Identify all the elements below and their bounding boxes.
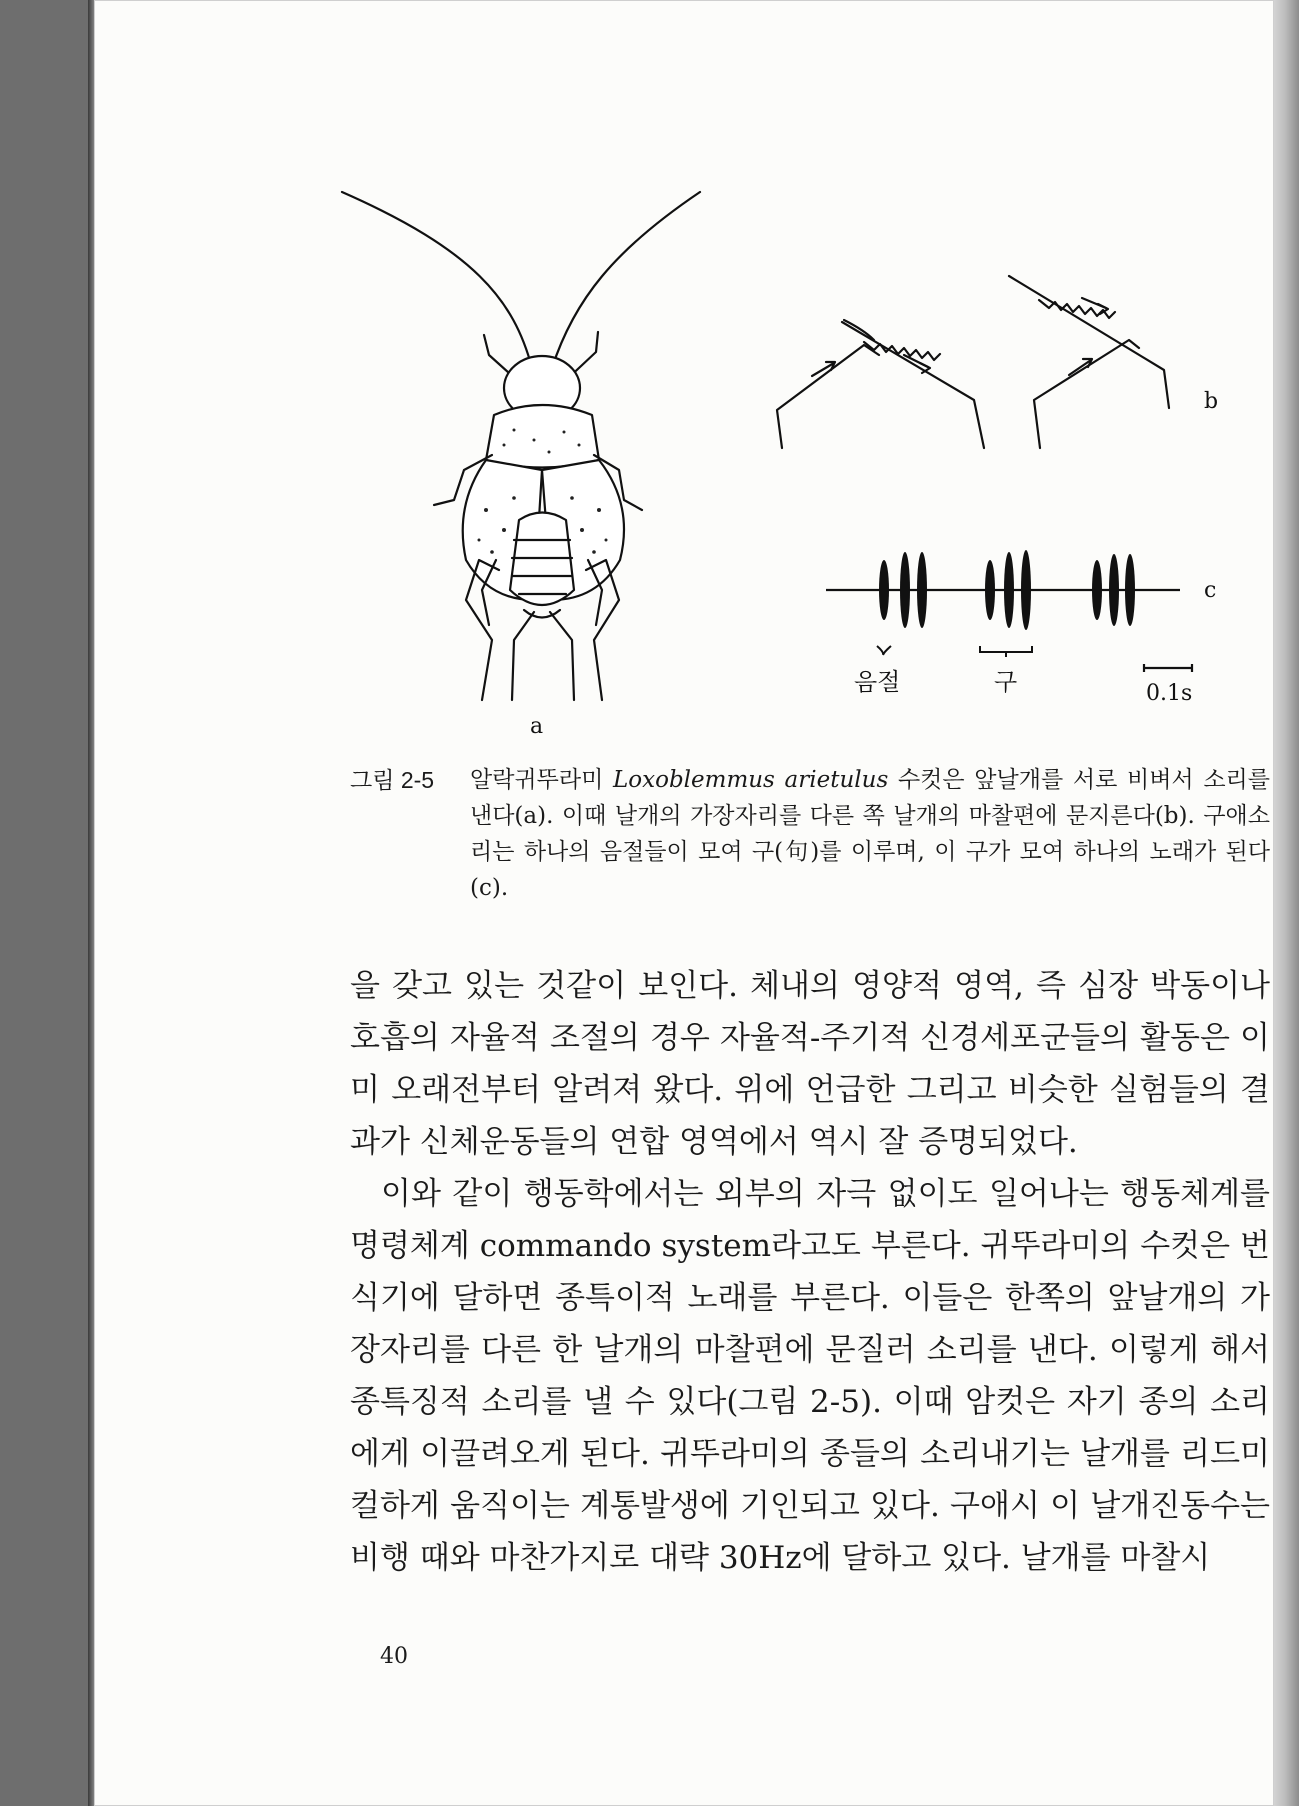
song-pulses <box>879 550 1135 630</box>
species-name: Loxoblemmus arietulus <box>613 767 889 793</box>
paragraph-1: 을 갖고 있는 것같이 보인다. 체내의 영양적 영역, 즉 심장 박동이나 호흡의 자율적 조절의 경우 자율적-주기적 신경세포군들의 활동은 이미 오래전부터 알려져 왔다. 위에 언급한 그리고 비슷한 실험들의 결과가 신체운동들의 연합 영역에서 역시 잘 증명되었다. <box>350 968 1270 1160</box>
figure-caption <box>350 762 1270 906</box>
body-text <box>350 960 1270 1584</box>
scale-label: 0.1s <box>1146 681 1193 706</box>
caption-label: 그림 2-5 <box>350 767 435 793</box>
caption-text-pre: 알락귀뚜라미 <box>470 767 613 793</box>
figure-2-5 <box>94 0 1274 760</box>
syllable-brace <box>877 646 891 655</box>
label-c: c <box>1204 578 1217 603</box>
scale-bar <box>1144 664 1192 672</box>
cricket-illustration <box>342 192 700 700</box>
page-number: 40 <box>380 1644 408 1669</box>
song-oscillogram <box>826 550 1192 672</box>
phrase-brace <box>980 646 1032 657</box>
book-page <box>94 0 1274 1806</box>
label-a: a <box>530 714 544 739</box>
wing-file-diagram <box>777 276 1169 448</box>
caption-text <box>470 762 1270 906</box>
syllable-label: 음절 <box>854 668 901 696</box>
caption-text-post: 수컷은 앞날개를 서로 비벼서 소리를 낸다(a). 이때 날개의 가장자리를 다른 쪽 날개의 마찰편에 문지른다(b). 구애소리는 하나의 음절들이 모여 구(句)를 이루며, 이 구가 모여 하나의 노래가 된다(c). <box>470 767 1270 901</box>
phrase-label: 구 <box>994 668 1018 696</box>
label-b: b <box>1204 389 1219 414</box>
paragraph-2: 이와 같이 행동학에서는 외부의 자극 없이도 일어나는 행동체계를 명령체계 commando system라고도 부른다. 귀뚜라미의 수컷은 번식기에 달하면 종특이적 노래를 부른다. 이들은 한쪽의 앞날개의 가장자리를 다른 한 날개의 마찰편에 문질러 소리를 낸다. 이렇게 해서 종특징적 소리를 낼 수 있다(그림 2-5). 이때 암컷은 자기 종의 소리에게 이끌려오게 된다. 귀뚜라미의 종들의 소리내기는 날개를 리드미컬하게 움직이는 계통발생에 기인되고 있다. 구애시 이 날개진동수는 비행 때와 마찬가지로 대략 30Hz에 달하고 있다. 날개를 마찰시 <box>350 1176 1270 1576</box>
